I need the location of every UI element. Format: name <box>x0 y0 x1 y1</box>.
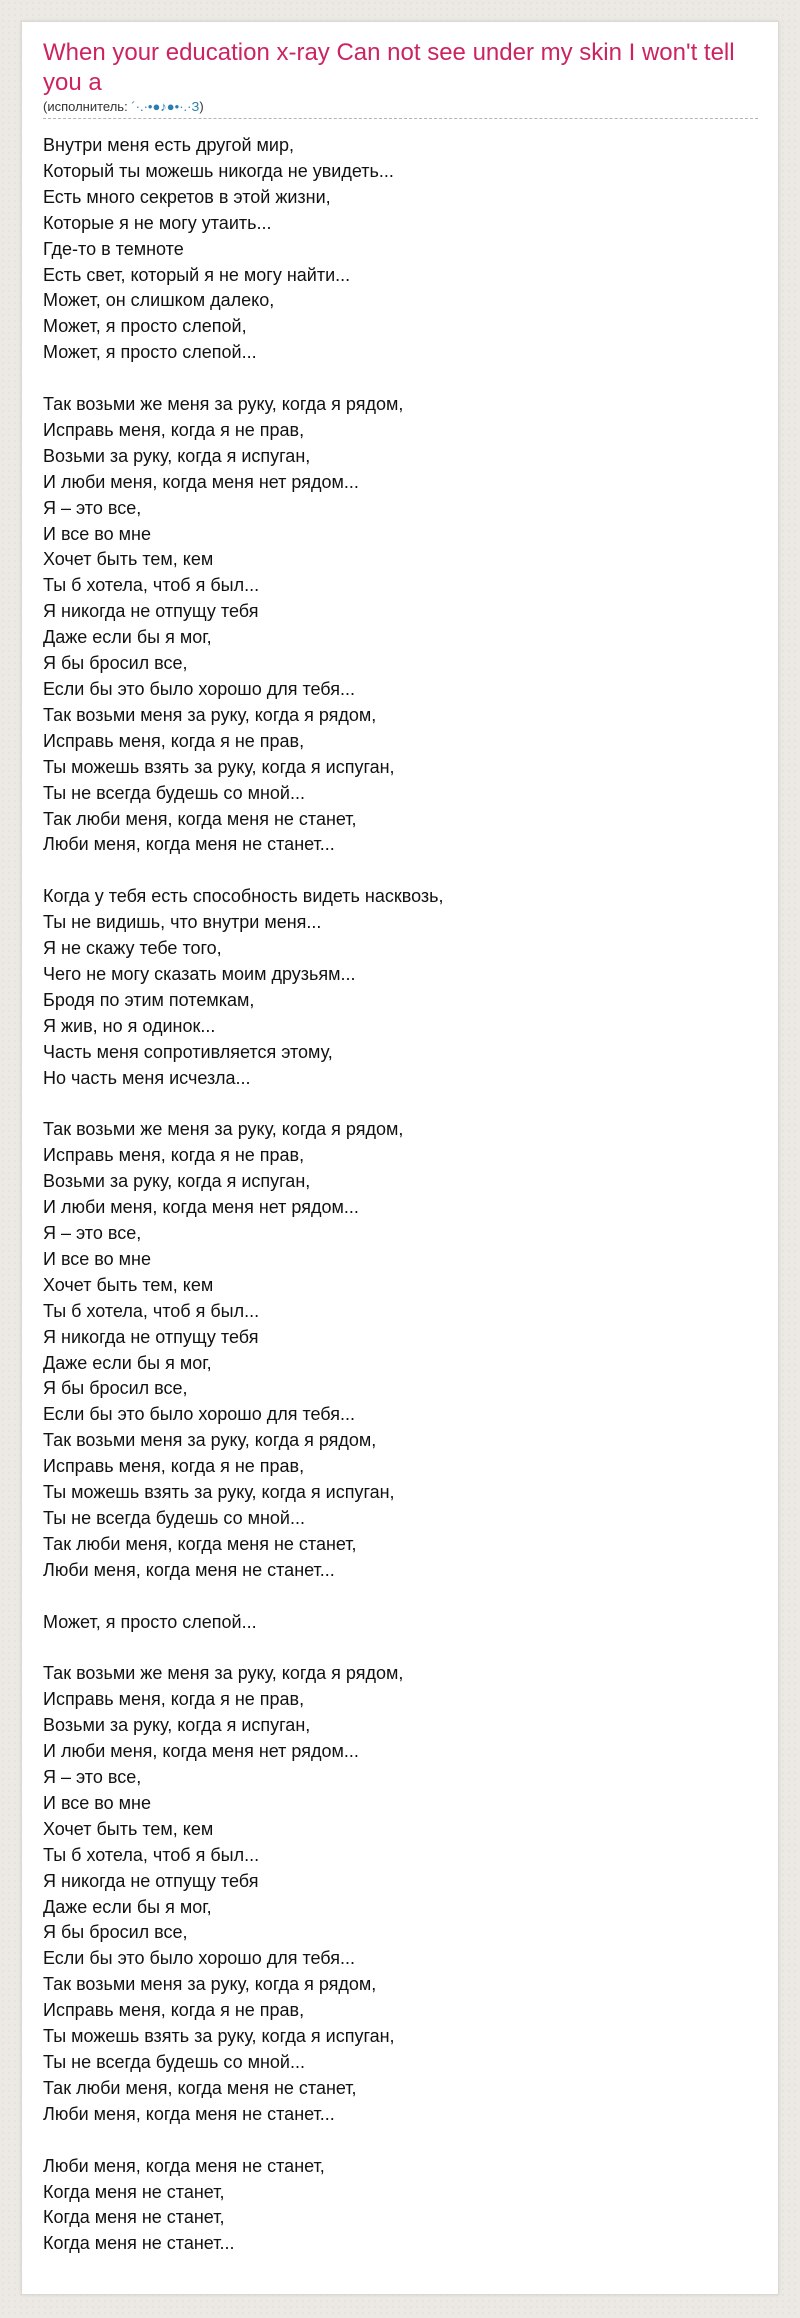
lyrics-line: Так возьми же меня за руку, когда я рядом, <box>43 1663 404 1684</box>
lyrics-line: И все во мне <box>43 1248 152 1269</box>
lyrics-line: Исправь меня, когда я не прав, <box>43 1456 305 1477</box>
lyrics-line: Но часть меня исчезла... <box>43 1067 251 1088</box>
lyrics-line: Исправь меня, когда я не прав, <box>43 730 305 751</box>
lyrics-line: Когда меня не станет... <box>43 2233 235 2254</box>
lyrics-line: Люби меня, когда меня не станет... <box>43 2103 335 2124</box>
lyrics-line: Я бы бросил все, <box>43 1922 188 1943</box>
lyrics-line: Чего не могу сказать моим друзьям... <box>43 963 356 984</box>
lyrics-line: Возьми за руку, когда я испуган, <box>43 1171 311 1192</box>
lyrics-line: Я – это все, <box>43 1223 142 1244</box>
song-title: When your education x-ray Can not see under my skin I won't tell you a <box>43 39 735 96</box>
lyrics-line: Я бы бросил все, <box>43 1378 188 1399</box>
performer-link[interactable]: ´·.·•●♪●•·.·З <box>131 99 200 114</box>
performer-close: ) <box>199 99 204 114</box>
lyrics-line: И люби меня, когда меня нет рядом... <box>43 471 359 492</box>
lyrics-line: Хочет быть тем, кем <box>43 549 214 570</box>
lyrics-line: Если бы это было хорошо для тебя... <box>43 1404 355 1425</box>
lyrics-line: Даже если бы я мог, <box>43 1896 212 1917</box>
lyrics-line: И люби меня, когда меня нет рядом... <box>43 1741 359 1762</box>
lyrics-line: Есть много секретов в этой жизни, <box>43 186 331 207</box>
lyrics-stanza <box>43 133 758 366</box>
lyrics-line: Хочет быть тем, кем <box>43 1274 214 1295</box>
lyrics-stanza <box>43 1661 758 2127</box>
lyrics-line: Так люби меня, когда меня не станет, <box>43 808 357 829</box>
lyrics-line: Ты б хотела, чтоб я был... <box>43 1300 260 1321</box>
lyrics-stanza <box>43 884 758 1091</box>
lyrics-stanza <box>43 1117 758 1583</box>
lyrics-line: Которые я не могу утаить... <box>43 212 272 233</box>
lyrics-line: Внутри меня есть другой мир, <box>43 135 294 155</box>
lyrics-line: Возьми за руку, когда я испуган, <box>43 445 311 466</box>
lyrics-line: Так люби меня, когда меня не станет, <box>43 2077 357 2098</box>
lyrics-line: Я никогда не отпущу тебя <box>43 1870 259 1891</box>
lyrics-line: Так возьми меня за руку, когда я рядом, <box>43 1430 377 1451</box>
lyrics-line: Ты не всегда будешь со мной... <box>43 782 305 803</box>
lyrics-line: Исправь меня, когда я не прав, <box>43 1689 305 1710</box>
lyrics-line: Который ты можешь никогда не увидеть... <box>43 160 394 181</box>
lyrics-line: Может, он слишком далеко, <box>43 290 275 311</box>
lyrics-line: Возьми за руку, когда я испуган, <box>43 1715 311 1736</box>
lyrics-line: Исправь меня, когда я не прав, <box>43 419 305 440</box>
lyrics-line: Может, я просто слепой... <box>43 342 257 363</box>
lyrics-line: Исправь меня, когда я не прав, <box>43 2000 305 2021</box>
lyrics-line: Хочет быть тем, кем <box>43 1818 214 1839</box>
lyrics-line: Когда меня не станет, <box>43 2207 225 2228</box>
lyrics-line: Если бы это было хорошо для тебя... <box>43 679 355 700</box>
lyrics-text <box>43 133 758 2257</box>
lyrics-line: Ты б хотела, чтоб я был... <box>43 1844 260 1865</box>
lyrics-line: Ты не всегда будешь со мной... <box>43 2051 305 2072</box>
lyrics-line: Я – это все, <box>43 497 142 518</box>
lyrics-line: Люби меня, когда меня не станет, <box>43 2155 325 2176</box>
lyrics-line: Так люби меня, когда меня не станет, <box>43 1533 357 1554</box>
performer-label: (исполнитель: <box>43 99 132 114</box>
lyrics-line: И все во мне <box>43 523 152 544</box>
lyrics-line: Есть свет, который я не могу найти... <box>43 264 351 285</box>
lyrics-line: Даже если бы я мог, <box>43 1352 212 1373</box>
lyrics-line: Я не скажу тебе того, <box>43 938 222 959</box>
lyrics-line: Я никогда не отпущу тебя <box>43 601 259 622</box>
lyrics-line: Исправь меня, когда я не прав, <box>43 1145 305 1166</box>
lyrics-line: Ты б хотела, чтоб я был... <box>43 575 260 596</box>
lyrics-card <box>21 21 779 2295</box>
lyrics-line: Так возьми меня за руку, когда я рядом, <box>43 1974 377 1995</box>
lyrics-line: Люби меня, когда меня не станет... <box>43 834 335 855</box>
lyrics-line: Ты можешь взять за руку, когда я испуган, <box>43 756 395 777</box>
lyrics-line: Ты не всегда будешь со мной... <box>43 1507 305 1528</box>
lyrics-line: Где-то в темноте <box>43 238 184 259</box>
lyrics-line: Ты не видишь, что внутри меня... <box>43 912 322 933</box>
lyrics-stanza <box>43 1610 758 1636</box>
lyrics-line: Когда у тебя есть способность видеть насквозь, <box>43 886 444 907</box>
lyrics-line: Если бы это было хорошо для тебя... <box>43 1948 355 1969</box>
lyrics-line: Я – это все, <box>43 1767 142 1788</box>
lyrics-line: Часть меня сопротивляется этому, <box>43 1041 333 1062</box>
lyrics-line: Люби меня, когда меня не станет... <box>43 1559 335 1580</box>
lyrics-line: Ты можешь взять за руку, когда я испуган, <box>43 1482 395 1503</box>
lyrics-line: И все во мне <box>43 1792 152 1813</box>
lyrics-line: Когда меня не станет, <box>43 2181 225 2202</box>
lyrics-line: Ты можешь взять за руку, когда я испуган, <box>43 2026 395 2047</box>
lyrics-line: И люби меня, когда меня нет рядом... <box>43 1197 359 1218</box>
lyrics-line: Я жив, но я одинок... <box>43 1015 216 1036</box>
lyrics-line: Так возьми меня за руку, когда я рядом, <box>43 704 377 725</box>
lyrics-line: Я никогда не отпущу тебя <box>43 1326 259 1347</box>
lyrics-line: Так возьми же меня за руку, когда я рядом, <box>43 1119 404 1140</box>
lyrics-line: Даже если бы я мог, <box>43 627 212 648</box>
lyrics-line: Бродя по этим потемкам, <box>43 989 255 1010</box>
lyrics-line: Так возьми же меня за руку, когда я рядом, <box>43 394 404 415</box>
lyrics-stanza <box>43 392 758 858</box>
lyrics-line: Может, я просто слепой... <box>43 1611 257 1632</box>
performer-line <box>43 98 758 119</box>
lyrics-line: Может, я просто слепой, <box>43 316 247 337</box>
lyrics-stanza <box>43 2154 758 2258</box>
lyrics-line: Я бы бросил все, <box>43 653 188 674</box>
